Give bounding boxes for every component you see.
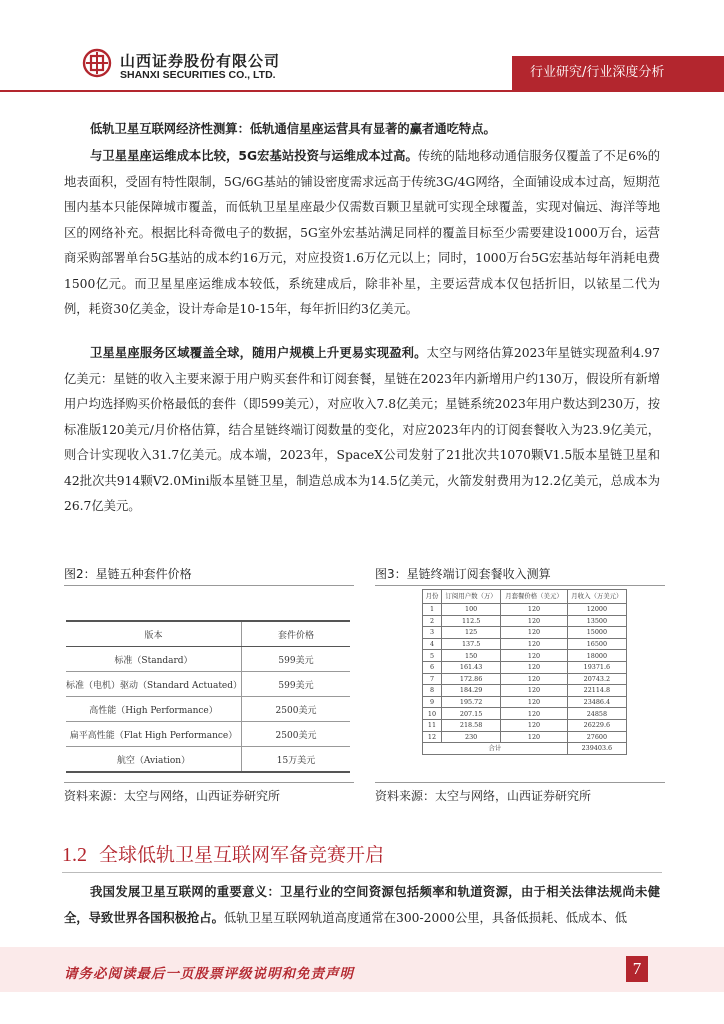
table-cell: 120 (501, 673, 568, 685)
table-cell: 16500 (567, 638, 626, 650)
table-total-value: 239403.6 (567, 743, 626, 755)
table-cell: 2 (423, 615, 442, 627)
section-heading (62, 840, 384, 867)
company-logo-icon (82, 48, 112, 78)
table-cell: 172.86 (442, 673, 501, 685)
section-paragraph-bold: 我国发展卫星互联网的重要意义：卫星行业的空间资源包括频率和轨道资源，由于相关法律法规尚未健全，导致世界各国积极抢占。 (64, 885, 660, 925)
figure-2-table (66, 620, 350, 773)
table-row (423, 696, 627, 708)
table-header-cell: 月套餐价格（美元） (501, 590, 568, 604)
table-cell: 标准（电机）驱动（Standard Actuated） (66, 672, 242, 697)
table-row (66, 722, 350, 747)
table-cell: 18000 (567, 650, 626, 662)
paragraph-2-text: 传统的陆地移动通信服务仅覆盖了不足6%的地表面积，受固有特性限制，5G/6G基站的铺设密度需求远高于传统3G/4G网络，全面铺设成本过高，短期范围内基本只能保障城市覆盖，而低轨卫星星座最少仅需数百颗卫星就可实现全球覆盖，实现对偏远、海洋等地区的网络补充。根据比科奇微电子的数据，5G室外宏基站满足同样的覆盖目标至少需要建设1000万台，运营商采购部署单台5G基站的成本约16万元，对应投资1.6万亿元以上；同时，1000万台5G宏基站每年消耗电费1500亿元。而卫星星座运维成本较低，系统建成后，除非补星，主要运营成本仅包括折旧，以铱星二代为例，耗资30亿美金，设计寿命是10-15年，每年折旧约3亿美元。 (64, 149, 660, 316)
table-cell: 8 (423, 685, 442, 697)
table-header-cell: 套件价格 (242, 621, 351, 647)
table-cell: 120 (501, 708, 568, 720)
table-cell: 9 (423, 696, 442, 708)
table-cell: 120 (501, 661, 568, 673)
figure-3-table-body (423, 604, 627, 743)
table-cell: 7 (423, 673, 442, 685)
figure-3-caption-line (375, 585, 665, 586)
section-divider (62, 872, 662, 873)
section-paragraph-text: 低轨卫星互联网轨道高度通常在300-2000公里，具备低损耗、低成本、低 (223, 910, 628, 925)
table-header-cell: 月份 (423, 590, 442, 604)
figure-3-table (422, 589, 627, 755)
table-cell: 6 (423, 661, 442, 673)
table-cell: 15000 (567, 627, 626, 639)
table-total-label: 合计 (423, 743, 568, 755)
table-cell: 120 (501, 731, 568, 743)
table-cell: 207.15 (442, 708, 501, 720)
table-cell: 599美元 (242, 647, 351, 672)
table-cell: 标准（Standard） (66, 647, 242, 672)
paragraph-2 (64, 144, 660, 323)
figure-2-caption-line (64, 585, 354, 586)
table-cell: 599美元 (242, 672, 351, 697)
table-cell: 2500美元 (242, 722, 351, 747)
table-row (66, 647, 350, 672)
table-cell: 23486.4 (567, 696, 626, 708)
table-cell: 120 (501, 627, 568, 639)
header-divider (0, 90, 724, 92)
table-cell: 24858 (567, 708, 626, 720)
table-row (423, 731, 627, 743)
table-row (66, 672, 350, 697)
table-header-cell: 订阅用户数（万） (442, 590, 501, 604)
paragraph-1 (64, 117, 660, 143)
company-name-en: SHANXI SECURITIES CO., LTD. (120, 69, 276, 81)
table-cell: 19371.6 (567, 661, 626, 673)
table-cell: 13500 (567, 615, 626, 627)
table-cell: 137.5 (442, 638, 501, 650)
table-cell: 4 (423, 638, 442, 650)
table-row (423, 719, 627, 731)
table-cell: 10 (423, 708, 442, 720)
figure-2-caption: 图2：星链五种套件价格 (64, 567, 192, 581)
table-row (423, 685, 627, 697)
table-header-cell: 版本 (66, 621, 242, 647)
page-number: 7 (626, 956, 648, 982)
table-cell: 高性能（High Performance） (66, 697, 242, 722)
table-cell: 230 (442, 731, 501, 743)
section-title: 全球低轨卫星互联网军备竞赛开启 (99, 844, 385, 866)
figure-3-caption: 图3：星链终端订阅套餐收入测算 (375, 567, 551, 581)
table-row (423, 604, 627, 616)
table-cell: 120 (501, 615, 568, 627)
table-header-cell: 月收入（万美元） (567, 590, 626, 604)
report-category: 行业研究/行业深度分析 (512, 56, 724, 90)
table-header-row (66, 621, 350, 647)
table-cell: 100 (442, 604, 501, 616)
table-row (423, 708, 627, 720)
paragraph-1-bold: 低轨卫星互联网经济性测算：低轨通信星座运营具有显著的赢者通吃特点。 (90, 122, 496, 136)
table-cell: 20743.2 (567, 673, 626, 685)
table-cell: 2500美元 (242, 697, 351, 722)
table-row (423, 673, 627, 685)
company-name-cn: 山西证券股份有限公司 (120, 52, 281, 70)
table-total-row (423, 743, 627, 755)
table-cell: 161.43 (442, 661, 501, 673)
table-cell: 航空（Aviation） (66, 747, 242, 773)
paragraph-3 (64, 341, 660, 520)
table-cell: 112.5 (442, 615, 501, 627)
table-cell: 150 (442, 650, 501, 662)
footer-disclaimer: 请务必阅读最后一页股票评级说明和免责声明 (64, 966, 354, 982)
paragraph-2-bold: 与卫星星座运维成本比较，5G宏基站投资与运维成本过高。 (90, 149, 418, 163)
table-cell: 3 (423, 627, 442, 639)
table-cell: 120 (501, 696, 568, 708)
table-row (423, 627, 627, 639)
table-cell: 120 (501, 685, 568, 697)
table-row (423, 615, 627, 627)
table-cell: 120 (501, 604, 568, 616)
table-cell: 125 (442, 627, 501, 639)
table-cell: 26229.6 (567, 719, 626, 731)
section-paragraph (64, 880, 660, 931)
table-row (423, 661, 627, 673)
table-cell: 5 (423, 650, 442, 662)
figure-2-bottom-line (64, 782, 354, 783)
table-row (423, 638, 627, 650)
table-row (66, 747, 350, 773)
table-row (66, 697, 350, 722)
table-cell: 11 (423, 719, 442, 731)
table-header-row (423, 590, 627, 604)
figure-2-source: 资料来源：太空与网络，山西证券研究所 (64, 789, 281, 803)
figure-3-source: 资料来源：太空与网络，山西证券研究所 (375, 789, 592, 803)
table-cell: 184.29 (442, 685, 501, 697)
paragraph-3-bold: 卫星星座服务区域覆盖全球，随用户规模上升更易实现盈利。 (90, 346, 427, 360)
table-cell: 195.72 (442, 696, 501, 708)
table-cell: 1 (423, 604, 442, 616)
table-cell: 15万美元 (242, 747, 351, 773)
table-cell: 12000 (567, 604, 626, 616)
table-cell: 120 (501, 638, 568, 650)
figure-3-bottom-line (375, 782, 665, 783)
section-number: 1.2 (62, 844, 87, 866)
table-cell: 27600 (567, 731, 626, 743)
table-cell: 120 (501, 650, 568, 662)
table-cell: 22114.8 (567, 685, 626, 697)
table-row (423, 650, 627, 662)
table-cell: 120 (501, 719, 568, 731)
table-cell: 12 (423, 731, 442, 743)
paragraph-3-text: 太空与网络估算2023年星链实现盈利4.97亿美元：星链的收入主要来源于用户购买套件和订阅套餐，星链在2023年内新增用户约130万，假设所有新增用户均选择购买价格最低的套件（即599美元），对应收入7.8亿美元；星链系统2023年用户数达到230万，按标准版120美元/月价格估算，结合星链终端订阅数量的变化，对应2023年内的订阅套餐收入为23.9亿美元，则合计实现收入31.7亿美元。成本端，2023年，SpaceX公司发射了21批次共1070颗V1.5版本星链卫星和42批次共914颗V2.0Mini版本星链卫星，制造总成本为14.5亿美元，火箭发射费用为12.2亿美元，总成本为26.7亿美元。 (64, 346, 660, 513)
table-cell: 218.58 (442, 719, 501, 731)
table-cell: 扁平高性能（Flat High Performance） (66, 722, 242, 747)
